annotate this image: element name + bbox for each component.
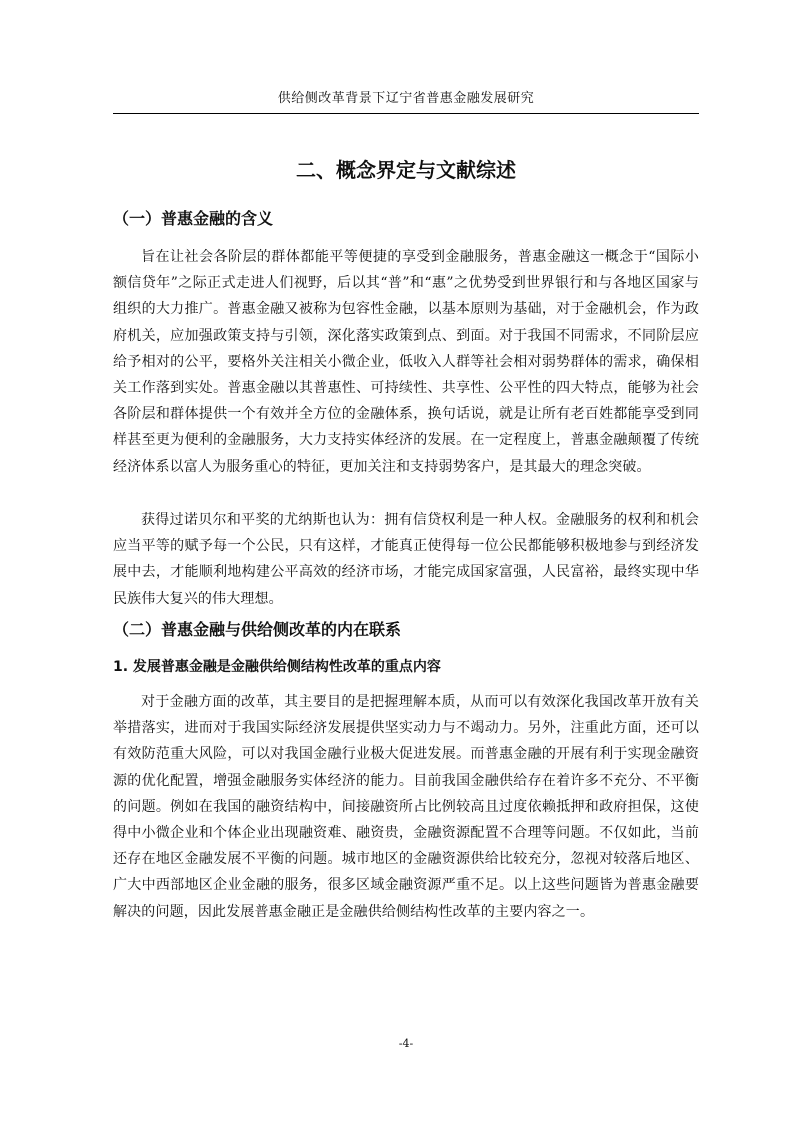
section-heading-1: （一）普惠金融的含义 <box>113 209 274 228</box>
body-paragraph: 旨在让社会各阶层的群体都能平等便捷的享受到金融服务，普惠金融这一概念于“国际小额信贷年”之际正式走进人们视野，后以其“普”和“惠”之优势受到世界银行和与各地区国家与组织的大力推广。普惠金融又被称为包容性金融，以基本原则为基础，对于金融机会，作为政府机关，应加强政策支持与引领，深化落实政策到点、到面。对于我国不同需求，不同阶层应给予相对的公平，要格外关注相关小微企业，低收入人群等社会相对弱势群体的需求，确保相关工作落到实处。普惠金融以其普惠性、可持续性、共享性、公平性的四大特点，能够为社会各阶层和群体提供一个有效并全方位的金融体系，换句话说，就是让所有老百姓都能享受到同样甚至更为便利的金融服务，大力支持实体经济的发展。在一定程度上，普惠金融颠覆了传统经济体系以富人为服务重心的特征，更加关注和支持弱势客户，是其最大的理念突破。 <box>113 249 699 475</box>
running-header: 供给侧改革背景下辽宁省普惠金融发展研究 <box>277 91 535 106</box>
body-paragraph: 获得过诺贝尔和平奖的尤纳斯也认为：拥有信贷权利是一种人权。金融服务的权利和机会应当平等的赋予每一个公民，只有这样，才能真正使得每一位公民都能够积极地参与到经济发展中去，才能顺利地构建公平高效的经济市场，才能完成国家富强，人民富裕，最终实现中华民族伟大复兴的伟大理想。 <box>113 512 699 607</box>
body-paragraph: 对于金融方面的改革，其主要目的是把握理解本质，从而可以有效深化我国改革开放有关举措落实，进而对于我国实际经济发展提供坚实动力与不竭动力。另外，注重此方面，还可以有效防范重大风险，可以对我国金融行业极大促进发展。而普惠金融的开展有利于实现金融资源的优化配置，增强金融服务实体经济的能力。目前我国金融供给存在着许多不充分、不平衡的问题。例如在我国的融资结构中，间接融资所占比例较高且过度依赖抵押和政府担保，这使得中小微企业和个体企业出现融资难、融资贵，金融资源配置不合理等问题。不仅如此，当前还存在地区金融发展不平衡的问题。城市地区的金融资源供给比较充分，忽视对较落后地区、广大中西部地区企业金融的服务，很多区域金融资源严重不足。以上这些问题皆为普惠金融要解决的问题，因此发展普惠金融正是金融供给侧结构性改革的主要内容之一。 <box>113 694 699 920</box>
subsection-heading: 1. 发展普惠金融是金融供给侧结构性改革的重点内容 <box>113 659 441 675</box>
section-heading-2: （二）普惠金融与供给侧改革的内在联系 <box>113 620 402 639</box>
chapter-title: 二、概念界定与文献综述 <box>296 158 516 182</box>
header-divider <box>113 113 699 114</box>
page-number: -4- <box>398 1037 414 1050</box>
